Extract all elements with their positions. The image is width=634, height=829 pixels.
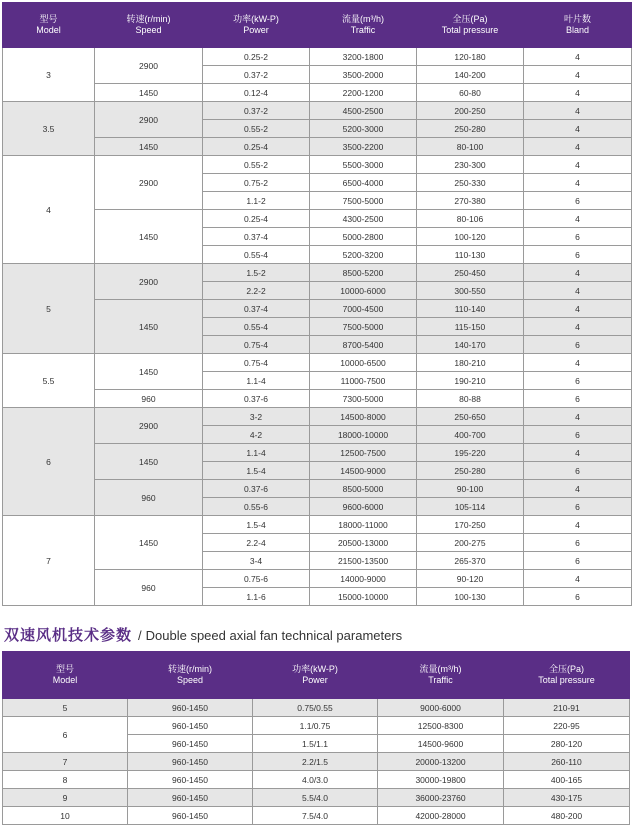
power-cell: 0.37-6 — [203, 480, 310, 498]
blades-cell: 6 — [524, 372, 632, 390]
pressure-cell: 195-220 — [417, 444, 524, 462]
blades-cell: 6 — [524, 462, 632, 480]
traffic-cell: 10000-6500 — [310, 354, 417, 372]
pressure-cell: 265-370 — [417, 552, 524, 570]
header-speed: 转速(r/min) Speed — [128, 652, 253, 699]
model-cell: 3.5 — [3, 102, 95, 156]
pressure-cell: 140-170 — [417, 336, 524, 354]
pressure-cell: 250-330 — [417, 174, 524, 192]
double-speed-fan-table — [2, 651, 630, 825]
blades-cell: 6 — [524, 552, 632, 570]
speed-cell: 960-1450 — [128, 717, 253, 735]
power-cell: 3-2 — [203, 408, 310, 426]
traffic-cell: 14500-9000 — [310, 462, 417, 480]
pressure-cell: 250-450 — [417, 264, 524, 282]
speed-cell: 1450 — [95, 210, 203, 264]
blades-cell: 6 — [524, 246, 632, 264]
blades-cell: 4 — [524, 318, 632, 336]
traffic-cell: 14500-9600 — [378, 735, 504, 753]
blades-cell: 4 — [524, 282, 632, 300]
pressure-cell: 170-250 — [417, 516, 524, 534]
model-cell: 4 — [3, 156, 95, 264]
power-cell: 4.0/3.0 — [253, 771, 378, 789]
speed-cell: 1450 — [95, 444, 203, 480]
traffic-cell: 8500-5200 — [310, 264, 417, 282]
table-row — [3, 138, 632, 156]
pressure-cell: 280-120 — [504, 735, 630, 753]
traffic-cell: 18000-11000 — [310, 516, 417, 534]
table-row — [3, 102, 632, 120]
traffic-cell: 3500-2200 — [310, 138, 417, 156]
power-cell: 0.37-2 — [203, 66, 310, 84]
traffic-cell: 20000-13200 — [378, 753, 504, 771]
blades-cell: 4 — [524, 84, 632, 102]
blades-cell: 6 — [524, 426, 632, 444]
speed-cell: 960-1450 — [128, 807, 253, 825]
pressure-cell: 80-106 — [417, 210, 524, 228]
power-cell: 0.75-4 — [203, 336, 310, 354]
power-cell: 0.75-4 — [203, 354, 310, 372]
pressure-cell: 230-300 — [417, 156, 524, 174]
pressure-cell: 100-130 — [417, 588, 524, 606]
traffic-cell: 9600-6000 — [310, 498, 417, 516]
pressure-cell: 250-280 — [417, 462, 524, 480]
traffic-cell: 5200-3200 — [310, 246, 417, 264]
blades-cell: 6 — [524, 228, 632, 246]
model-cell: 8 — [3, 771, 128, 789]
model-cell: 7 — [3, 753, 128, 771]
power-cell: 5.5/4.0 — [253, 789, 378, 807]
power-cell: 0.75-6 — [203, 570, 310, 588]
traffic-cell: 36000-23760 — [378, 789, 504, 807]
speed-cell: 960-1450 — [128, 753, 253, 771]
pressure-cell: 90-120 — [417, 570, 524, 588]
blades-cell: 6 — [524, 534, 632, 552]
power-cell: 1.1-4 — [203, 372, 310, 390]
model-cell: 7 — [3, 516, 95, 606]
table-row — [3, 480, 632, 498]
traffic-cell: 7500-5000 — [310, 318, 417, 336]
traffic-cell: 11000-7500 — [310, 372, 417, 390]
speed-cell: 1450 — [95, 84, 203, 102]
blades-cell: 4 — [524, 102, 632, 120]
blades-cell: 4 — [524, 408, 632, 426]
model-cell: 3 — [3, 48, 95, 102]
blades-cell: 6 — [524, 336, 632, 354]
traffic-cell: 42000-28000 — [378, 807, 504, 825]
traffic-cell: 4500-2500 — [310, 102, 417, 120]
blades-cell: 4 — [524, 66, 632, 84]
speed-cell: 1450 — [95, 354, 203, 390]
pressure-cell: 200-275 — [417, 534, 524, 552]
table-row — [3, 354, 632, 372]
power-cell: 0.55-2 — [203, 156, 310, 174]
blades-cell: 4 — [524, 156, 632, 174]
blades-cell: 4 — [524, 174, 632, 192]
traffic-cell: 21500-13500 — [310, 552, 417, 570]
power-cell: 1.5-4 — [203, 462, 310, 480]
blades-cell: 4 — [524, 480, 632, 498]
table-row — [3, 84, 632, 102]
pressure-cell: 220-95 — [504, 717, 630, 735]
power-cell: 7.5/4.0 — [253, 807, 378, 825]
power-cell: 0.75/0.55 — [253, 699, 378, 717]
traffic-cell: 5000-2800 — [310, 228, 417, 246]
pressure-cell: 210-91 — [504, 699, 630, 717]
table-row — [3, 753, 630, 771]
pressure-cell: 400-700 — [417, 426, 524, 444]
model-cell: 9 — [3, 789, 128, 807]
model-cell: 6 — [3, 717, 128, 753]
power-cell: 0.75-2 — [203, 174, 310, 192]
header-traffic: 流量(m³/h) Traffic — [310, 3, 417, 48]
speed-cell: 960 — [95, 480, 203, 516]
traffic-cell: 20500-13000 — [310, 534, 417, 552]
power-cell: 0.37-6 — [203, 390, 310, 408]
power-cell: 0.55-4 — [203, 246, 310, 264]
power-cell: 2.2-2 — [203, 282, 310, 300]
model-cell: 5.5 — [3, 354, 95, 408]
table-row — [3, 210, 632, 228]
model-cell: 5 — [3, 699, 128, 717]
speed-cell: 960-1450 — [128, 789, 253, 807]
traffic-cell: 7500-5000 — [310, 192, 417, 210]
blades-cell: 4 — [524, 120, 632, 138]
table-row — [3, 408, 632, 426]
power-cell: 0.25-4 — [203, 138, 310, 156]
traffic-cell: 8700-5400 — [310, 336, 417, 354]
traffic-cell: 6500-4000 — [310, 174, 417, 192]
power-cell: 0.37-2 — [203, 102, 310, 120]
traffic-cell: 7000-4500 — [310, 300, 417, 318]
power-cell: 0.55-6 — [203, 498, 310, 516]
header-power: 功率(kW-P) Power — [253, 652, 378, 699]
blades-cell: 4 — [524, 516, 632, 534]
model-cell: 10 — [3, 807, 128, 825]
table-row — [3, 48, 632, 66]
section-title-en: Double speed axial fan technical parameters — [145, 628, 403, 643]
blades-cell: 4 — [524, 570, 632, 588]
pressure-cell: 110-130 — [417, 246, 524, 264]
speed-cell: 960 — [95, 390, 203, 408]
pressure-cell: 430-175 — [504, 789, 630, 807]
pressure-cell: 180-210 — [417, 354, 524, 372]
blades-cell: 4 — [524, 354, 632, 372]
header-speed: 转速(r/min) Speed — [95, 3, 203, 48]
pressure-cell: 250-650 — [417, 408, 524, 426]
speed-cell: 960 — [95, 570, 203, 606]
power-cell: 0.25-2 — [203, 48, 310, 66]
speed-cell: 2900 — [95, 156, 203, 210]
blades-cell: 4 — [524, 138, 632, 156]
pressure-cell: 80-100 — [417, 138, 524, 156]
speed-cell: 2900 — [95, 102, 203, 138]
header-model: 型号 Model — [3, 652, 128, 699]
power-cell: 0.55-4 — [203, 318, 310, 336]
table-row — [3, 264, 632, 282]
power-cell: 0.55-2 — [203, 120, 310, 138]
blades-cell: 6 — [524, 498, 632, 516]
power-cell: 3-4 — [203, 552, 310, 570]
blades-cell: 6 — [524, 588, 632, 606]
pressure-cell: 105-114 — [417, 498, 524, 516]
blades-cell: 4 — [524, 264, 632, 282]
speed-cell: 2900 — [95, 408, 203, 444]
traffic-cell: 8500-5000 — [310, 480, 417, 498]
traffic-cell: 14000-9000 — [310, 570, 417, 588]
table-row — [3, 807, 630, 825]
pressure-cell: 60-80 — [417, 84, 524, 102]
blades-cell: 4 — [524, 300, 632, 318]
header-model: 型号 Model — [3, 3, 95, 48]
table-row — [3, 789, 630, 807]
pressure-cell: 270-380 — [417, 192, 524, 210]
traffic-cell: 2200-1200 — [310, 84, 417, 102]
table-row — [3, 516, 632, 534]
pressure-cell: 200-250 — [417, 102, 524, 120]
table-row — [3, 390, 632, 408]
pressure-cell: 480-200 — [504, 807, 630, 825]
power-cell: 2.2-4 — [203, 534, 310, 552]
power-cell: 1.1-6 — [203, 588, 310, 606]
power-cell: 0.37-4 — [203, 300, 310, 318]
power-cell: 4-2 — [203, 426, 310, 444]
header-blades: 叶片数 Bland — [524, 3, 632, 48]
blades-cell: 4 — [524, 48, 632, 66]
header-traffic: 流量(m³/h) Traffic — [378, 652, 504, 699]
pressure-cell: 140-200 — [417, 66, 524, 84]
pressure-cell: 260-110 — [504, 753, 630, 771]
pressure-cell: 300-550 — [417, 282, 524, 300]
speed-cell: 2900 — [95, 264, 203, 300]
speed-cell: 960-1450 — [128, 735, 253, 753]
traffic-cell: 5200-3000 — [310, 120, 417, 138]
power-cell: 1.1/0.75 — [253, 717, 378, 735]
speed-cell: 1450 — [95, 300, 203, 354]
power-cell: 1.5-2 — [203, 264, 310, 282]
traffic-cell: 10000-6000 — [310, 282, 417, 300]
power-cell: 0.25-4 — [203, 210, 310, 228]
speed-cell: 2900 — [95, 48, 203, 84]
model-cell: 6 — [3, 408, 95, 516]
power-cell: 2.2/1.5 — [253, 753, 378, 771]
speed-cell: 960-1450 — [128, 699, 253, 717]
pressure-cell: 100-120 — [417, 228, 524, 246]
section-title — [4, 624, 402, 645]
table-row — [3, 444, 632, 462]
blades-cell: 4 — [524, 210, 632, 228]
traffic-cell: 15000-10000 — [310, 588, 417, 606]
blades-cell: 6 — [524, 192, 632, 210]
speed-cell: 960-1450 — [128, 771, 253, 789]
table-row — [3, 300, 632, 318]
traffic-cell: 3500-2000 — [310, 66, 417, 84]
table-row — [3, 570, 632, 588]
pressure-cell: 80-88 — [417, 390, 524, 408]
traffic-cell: 4300-2500 — [310, 210, 417, 228]
speed-cell: 1450 — [95, 516, 203, 570]
traffic-cell: 18000-10000 — [310, 426, 417, 444]
pressure-cell: 115-150 — [417, 318, 524, 336]
traffic-cell: 5500-3000 — [310, 156, 417, 174]
traffic-cell: 7300-5000 — [310, 390, 417, 408]
pressure-cell: 120-180 — [417, 48, 524, 66]
header-power: 功率(kW-P) Power — [203, 3, 310, 48]
traffic-cell: 9000-6000 — [378, 699, 504, 717]
header-pressure: 全压(Pa) Total pressure — [417, 3, 524, 48]
traffic-cell: 3200-1800 — [310, 48, 417, 66]
pressure-cell: 250-280 — [417, 120, 524, 138]
power-cell: 1.5-4 — [203, 516, 310, 534]
blades-cell: 4 — [524, 444, 632, 462]
pressure-cell: 110-140 — [417, 300, 524, 318]
table-row — [3, 717, 630, 735]
pressure-cell: 400-165 — [504, 771, 630, 789]
pressure-cell: 90-100 — [417, 480, 524, 498]
traffic-cell: 12500-8300 — [378, 717, 504, 735]
pressure-cell: 190-210 — [417, 372, 524, 390]
speed-cell: 1450 — [95, 138, 203, 156]
section-title-separator: / — [138, 628, 142, 643]
power-cell: 1.5/1.1 — [253, 735, 378, 753]
power-cell: 0.37-4 — [203, 228, 310, 246]
blades-cell: 6 — [524, 390, 632, 408]
single-speed-fan-table — [2, 2, 632, 606]
power-cell: 1.1-2 — [203, 192, 310, 210]
section-title-cn: 双速风机技术参数 — [4, 627, 133, 644]
traffic-cell: 12500-7500 — [310, 444, 417, 462]
table-row — [3, 156, 632, 174]
model-cell: 5 — [3, 264, 95, 354]
power-cell: 1.1-4 — [203, 444, 310, 462]
traffic-cell: 30000-19800 — [378, 771, 504, 789]
table-row — [3, 771, 630, 789]
power-cell: 0.12-4 — [203, 84, 310, 102]
header-pressure: 全压(Pa) Total pressure — [504, 652, 630, 699]
table-row — [3, 699, 630, 717]
traffic-cell: 14500-8000 — [310, 408, 417, 426]
